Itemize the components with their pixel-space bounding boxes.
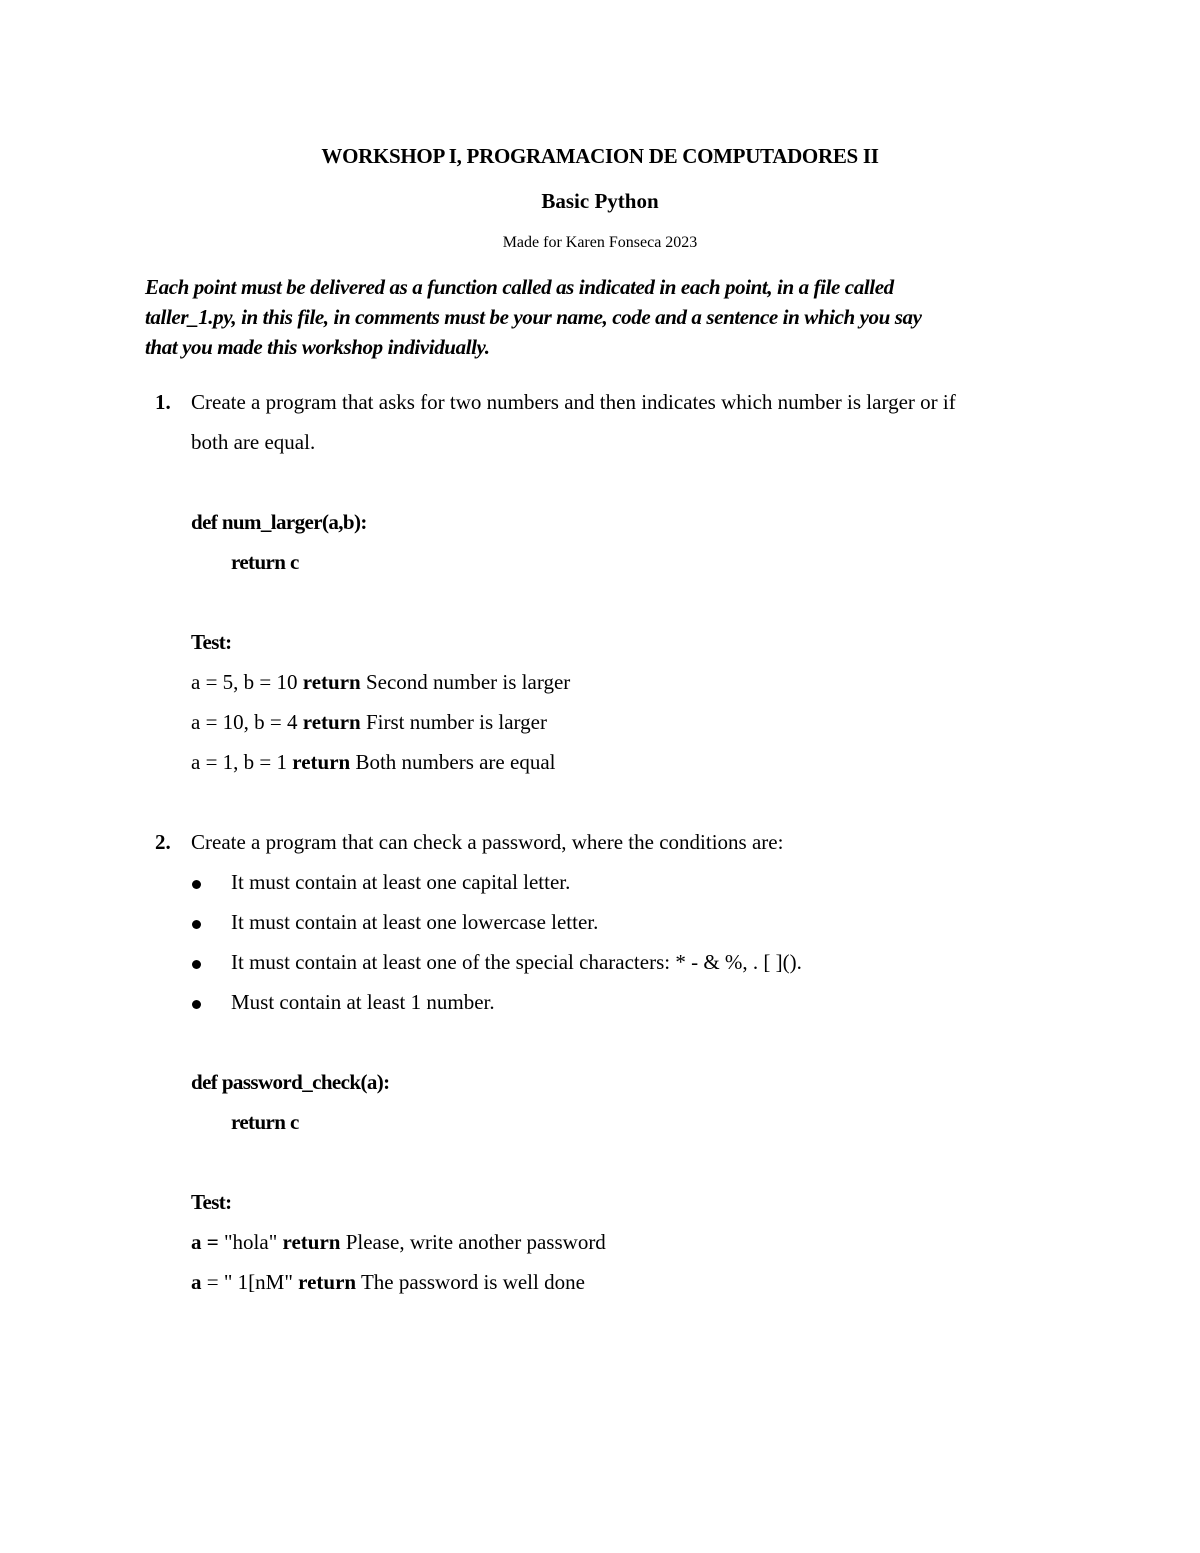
test-variable: a = bbox=[191, 1230, 219, 1254]
point-1-function-signature: def num_larger(a,b): bbox=[191, 510, 367, 534]
instructions-line: Each point must be delivered as a function called as indicated in each point, in a file called bbox=[145, 275, 894, 299]
test-return-keyword: return bbox=[282, 1230, 341, 1254]
test-input: a = 1, b = 1 bbox=[191, 750, 288, 774]
test-output: Second number is larger bbox=[365, 670, 571, 694]
bullet-icon bbox=[192, 880, 201, 889]
test-output: Please, write another password bbox=[345, 1230, 606, 1254]
point-2-test-case bbox=[191, 1230, 606, 1255]
document-title: WORKSHOP I, PROGRAMACION DE COMPUTADORES II bbox=[321, 144, 879, 168]
point-1-test-case bbox=[191, 710, 547, 735]
point-2-text: Create a program that can check a password, where the conditions are: bbox=[191, 830, 784, 854]
condition-item: It must contain at least one of the special characters: * - & %, . [ ](). bbox=[231, 950, 802, 974]
point-1-number: 1. bbox=[155, 390, 171, 414]
point-1-test-case bbox=[191, 670, 570, 695]
test-return-keyword: return bbox=[292, 750, 351, 774]
point-1-text-line: Create a program that asks for two numbers and then indicates which number is larger or if bbox=[191, 390, 956, 414]
test-output: Both numbers are equal bbox=[355, 750, 556, 774]
point-1-test-case bbox=[191, 750, 555, 775]
condition-item: It must contain at least one capital letter. bbox=[231, 870, 571, 894]
point-1-return-statement: return c bbox=[231, 550, 299, 574]
instructions-line: taller_1.py, in this file, in comments must be your name, code and a sentence in which you say bbox=[145, 305, 922, 329]
test-output: First number is larger bbox=[365, 710, 547, 734]
test-variable: a bbox=[191, 1270, 202, 1294]
point-2-number: 2. bbox=[155, 830, 171, 854]
point-1-test-label: Test: bbox=[191, 630, 232, 654]
condition-item: Must contain at least 1 number. bbox=[231, 990, 495, 1014]
test-input: "hola" bbox=[223, 1230, 278, 1254]
point-2-return-statement: return c bbox=[231, 1110, 299, 1134]
test-input: a = 5, b = 10 bbox=[191, 670, 298, 694]
instructions-paragraph bbox=[145, 272, 1065, 362]
instructions-line: that you made this workshop individually. bbox=[145, 335, 490, 359]
point-1-text-line: both are equal. bbox=[191, 430, 316, 454]
bullet-icon bbox=[192, 960, 201, 969]
test-input: = " 1[nM" bbox=[206, 1270, 293, 1294]
point-2-test-label: Test: bbox=[191, 1190, 232, 1214]
test-return-keyword: return bbox=[302, 670, 361, 694]
test-output: The password is well done bbox=[360, 1270, 585, 1294]
document-subtitle: Basic Python bbox=[541, 189, 659, 213]
bullet-icon bbox=[192, 920, 201, 929]
test-input: a = 10, b = 4 bbox=[191, 710, 298, 734]
document-credit: Made for Karen Fonseca 2023 bbox=[502, 234, 698, 251]
point-2-function-signature: def password_check(a): bbox=[191, 1070, 390, 1094]
test-return-keyword: return bbox=[302, 710, 361, 734]
point-2-test-case bbox=[191, 1270, 585, 1295]
test-return-keyword: return bbox=[298, 1270, 357, 1294]
bullet-icon bbox=[192, 1000, 201, 1009]
condition-item: It must contain at least one lowercase letter. bbox=[231, 910, 599, 934]
